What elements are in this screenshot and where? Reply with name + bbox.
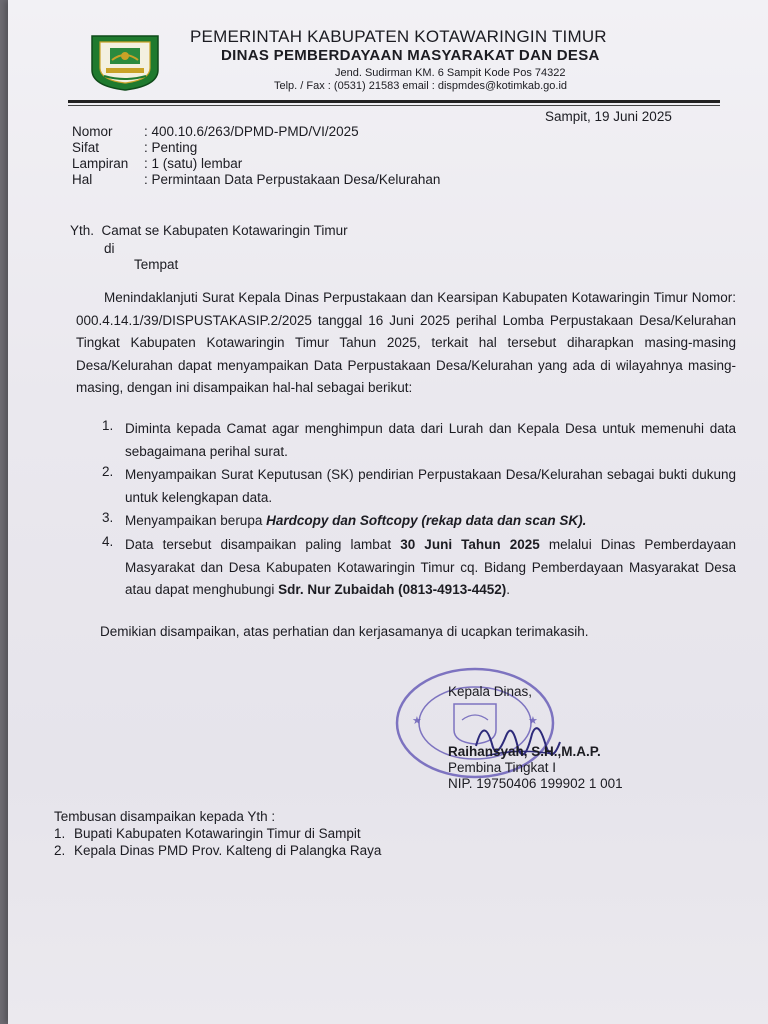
- meta-value: : 400.10.6/263/DPMD-PMD/VI/2025: [144, 124, 359, 139]
- office-contact: Telp. / Fax : (0531) 21583 email : dispmdes@kotimkab.go.id: [274, 80, 568, 92]
- signatory-nip: NIP. 19750406 199902 1 001: [448, 776, 623, 791]
- instruction-list: [102, 418, 736, 602]
- list-item-text: [125, 510, 736, 533]
- addressee-di: di: [104, 241, 115, 256]
- addressee-place: Tempat: [134, 257, 179, 272]
- meta-label: Lampiran: [72, 156, 129, 171]
- carbon-copy-number: 1.: [54, 826, 66, 841]
- list-item-number: 4.: [102, 533, 114, 549]
- addressee-line: Yth. Camat se Kabupaten Kotawaringin Timur: [70, 223, 348, 238]
- list-item-number: 2.: [102, 464, 114, 480]
- deadline-date: 30 Juni Tahun 2025: [400, 536, 540, 552]
- letterhead-rule-thick: [68, 100, 720, 103]
- letterhead-rule-thin: [68, 105, 720, 106]
- list-item-text: [125, 534, 736, 602]
- meta-label: Nomor: [72, 124, 113, 139]
- list-item-text: Diminta kepada Camat agar menghimpun data dari Lurah dan Kepala Desa untuk memenuhi data sebagaimana perihal surat.: [125, 421, 736, 459]
- list-item: [102, 534, 736, 602]
- meta-label: Hal: [72, 172, 93, 187]
- svg-text:★: ★: [528, 715, 538, 727]
- regency-coat-of-arms-icon: [88, 30, 162, 92]
- letter-date: Sampit, 19 Juni 2025: [545, 109, 672, 124]
- list-item-text: Menyampaikan Surat Keputusan (SK) pendirian Perpustakaan Desa/Kelurahan sebagai bukti dukung untuk kelengkapan data.: [125, 467, 736, 505]
- list-item: [102, 418, 736, 463]
- carbon-copy-heading: Tembusan disampaikan kepada Yth :: [54, 809, 276, 824]
- meta-row-number: [72, 124, 440, 140]
- office-address: Jend. Sudirman KM. 6 Sampit Kode Pos 74322: [335, 67, 566, 79]
- signatory-title: Kepala Dinas,: [448, 684, 533, 699]
- svg-text:★: ★: [412, 715, 422, 727]
- body-paragraph: Menindaklanjuti Surat Kepala Dinas Perpustakaan dan Kearsipan Kabupaten Kotawaringin Timur Nomor: 000.4.14.1/39/DISPUSTAKASIP.2/2025 tanggal 16 Juni 2025 perihal Lomba Perpustakaan Desa/Kelurahan Tingkat Kabupaten Kotawaringin Timur Tahun 2025, terkait hal tersebut diharapkan masing-masing Desa/Kelurahan dapat menyampaikan Data Perpustakaan Desa/Kelurahan yang ada di wilayahnya masing-masing, dengan ini disampaikan hal-hal sebagai berikut:: [76, 290, 736, 396]
- list-item-number: 1.: [102, 418, 114, 433]
- carbon-copy-item: [54, 825, 381, 842]
- carbon-copy-section: [54, 808, 381, 859]
- letter-meta: [72, 124, 440, 188]
- list-item-text-part: .: [506, 582, 510, 598]
- carbon-copy-item: [54, 842, 381, 859]
- signatory-rank: Pembina Tingkat I: [448, 760, 557, 775]
- carbon-copy-recipient: Kepala Dinas PMD Prov. Kalteng di Palangka Raya: [74, 843, 382, 858]
- meta-row-nature: [72, 140, 440, 156]
- list-item-text-part: melalui Dinas Pemberdayaan Masyarakat dan Desa Kabupaten Kotawaringin Timur cq. Bidang Pemberdayaan Masyarakat Desa atau dapat menghubungi: [125, 536, 736, 598]
- meta-row-subject: [72, 172, 440, 188]
- carbon-copy-number: 2.: [54, 843, 66, 858]
- signatory-name: Raihansyah, S.H.,M.A.P.: [448, 744, 601, 759]
- list-item-text-part: Menyampaikan berupa: [125, 513, 267, 529]
- list-item: [102, 464, 736, 509]
- meta-value: : Permintaan Data Perpustakaan Desa/Kelurahan: [144, 172, 441, 187]
- list-item-number: 3.: [102, 510, 114, 526]
- government-name: PEMERINTAH KABUPATEN KOTAWARINGIN TIMUR: [190, 27, 607, 46]
- contact-person: Sdr. Nur Zubaidah (0813-4913-4452): [278, 582, 507, 598]
- list-item: [102, 510, 736, 533]
- department-name: DINAS PEMBERDAYAAN MASYARAKAT DAN DESA: [221, 47, 600, 64]
- list-item-text-part: Data tersebut disampaikan paling lambat: [125, 536, 401, 552]
- closing-sentence: Demikian disampaikan, atas perhatian dan kerjasamanya di ucapkan terimakasih.: [100, 624, 589, 639]
- carbon-copy-recipient: Bupati Kabupaten Kotawaringin Timur di Sampit: [74, 826, 361, 841]
- meta-label: Sifat: [72, 140, 100, 155]
- list-item-emphasis: Hardcopy dan Softcopy (rekap data dan scan SK).: [266, 513, 587, 529]
- meta-value: : 1 (satu) lembar: [144, 156, 243, 171]
- meta-value: : Penting: [144, 140, 198, 155]
- meta-row-attachment: [72, 156, 440, 172]
- letter-page: [8, 0, 768, 1024]
